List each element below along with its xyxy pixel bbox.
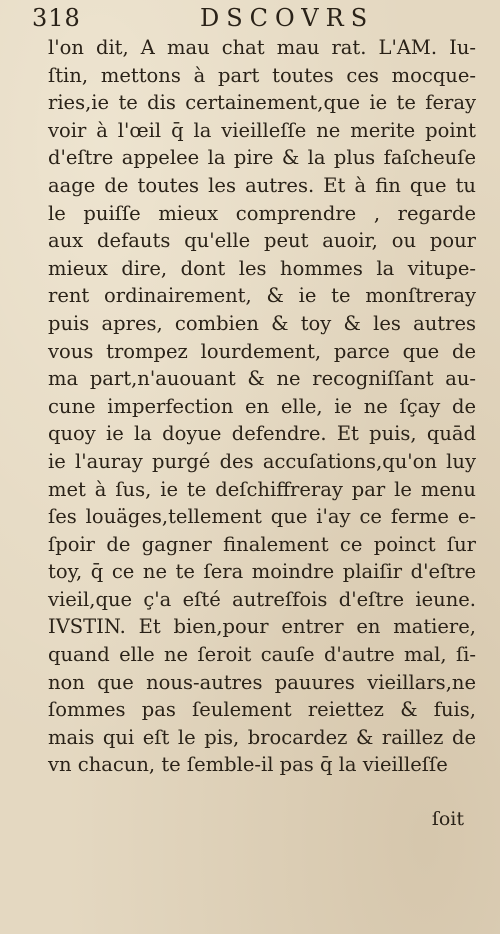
text-line: ſtin, mettons à part toutes ces mocque- — [48, 63, 476, 87]
text-line: ſommes pas ſeulement reiettez & fuis, — [48, 698, 476, 722]
catchword: ſoit — [431, 808, 464, 830]
text-line: le puiſſe mieux comprendre , regarde — [48, 201, 476, 225]
text-line: mais qui eſt le pis, brocardez & raillez de — [48, 725, 476, 749]
text-line: ſpoir de gagner finalement ce poinct ſur — [48, 532, 476, 556]
text-line: ries,ie te dis certainement,que ie te feray — [48, 91, 476, 115]
text-line: d'eſtre appelee la pire & la plus faſcheuſe — [48, 146, 476, 170]
text-line: vieil,que ç'a eſté autreſfois d'eſtre ieune. — [48, 587, 476, 611]
page-number: 318 — [32, 4, 81, 32]
text-line: vn chacun, te ſemble-il pas q̄ la vieilleſſe — [48, 753, 448, 777]
text-line: vous trompez lourdement, parce que de — [48, 339, 476, 363]
text-line: quoy ie la doyue defendre. Et puis, quād — [48, 422, 476, 446]
text-line: toy, q̄ ce ne te ſera moindre plaiſir d'eſtre — [48, 560, 476, 584]
text-line: met à ſus, ie te deſchiffreray par le menu — [48, 477, 476, 501]
text-line: cune imperfection en elle, ie ne ſçay de — [48, 394, 476, 418]
text-line: voir à l'œil q̄ la vieilleſſe ne merite point — [48, 118, 476, 142]
text-line: quand elle ne ſeroit cauſe d'autre mal, ſi- — [48, 643, 476, 667]
text-line: ma part,n'auouant & ne recogniſſant au- — [48, 367, 476, 391]
text-line: rent ordinairement, & ie te monſtreray — [48, 284, 476, 308]
text-line: l'on dit, A mau chat mau rat. L'AM. Iu- — [48, 36, 476, 59]
text-line: puis apres, combien & toy & les autres — [48, 311, 476, 335]
text-line: ſes louäges,tellement que i'ay ce ferme e- — [48, 505, 476, 529]
text-line: IVSTIN. Et bien,pour entrer en matiere, — [48, 615, 476, 639]
text-line: mieux dire, dont les hommes la vitupe- — [48, 256, 476, 280]
text-line: ie l'auray purgé des accuſations,qu'on luy — [48, 449, 476, 473]
page-header — [30, 2, 470, 36]
text-line: aux defauts qu'elle peut auoir, ou pour — [48, 229, 476, 253]
text-line: aage de toutes les autres. Et à fin que tu — [48, 173, 476, 197]
body-text — [48, 34, 476, 779]
text-line: non que nous-autres pauures vieillars,ne — [48, 670, 476, 694]
running-head: DSCOVRS — [200, 4, 375, 32]
